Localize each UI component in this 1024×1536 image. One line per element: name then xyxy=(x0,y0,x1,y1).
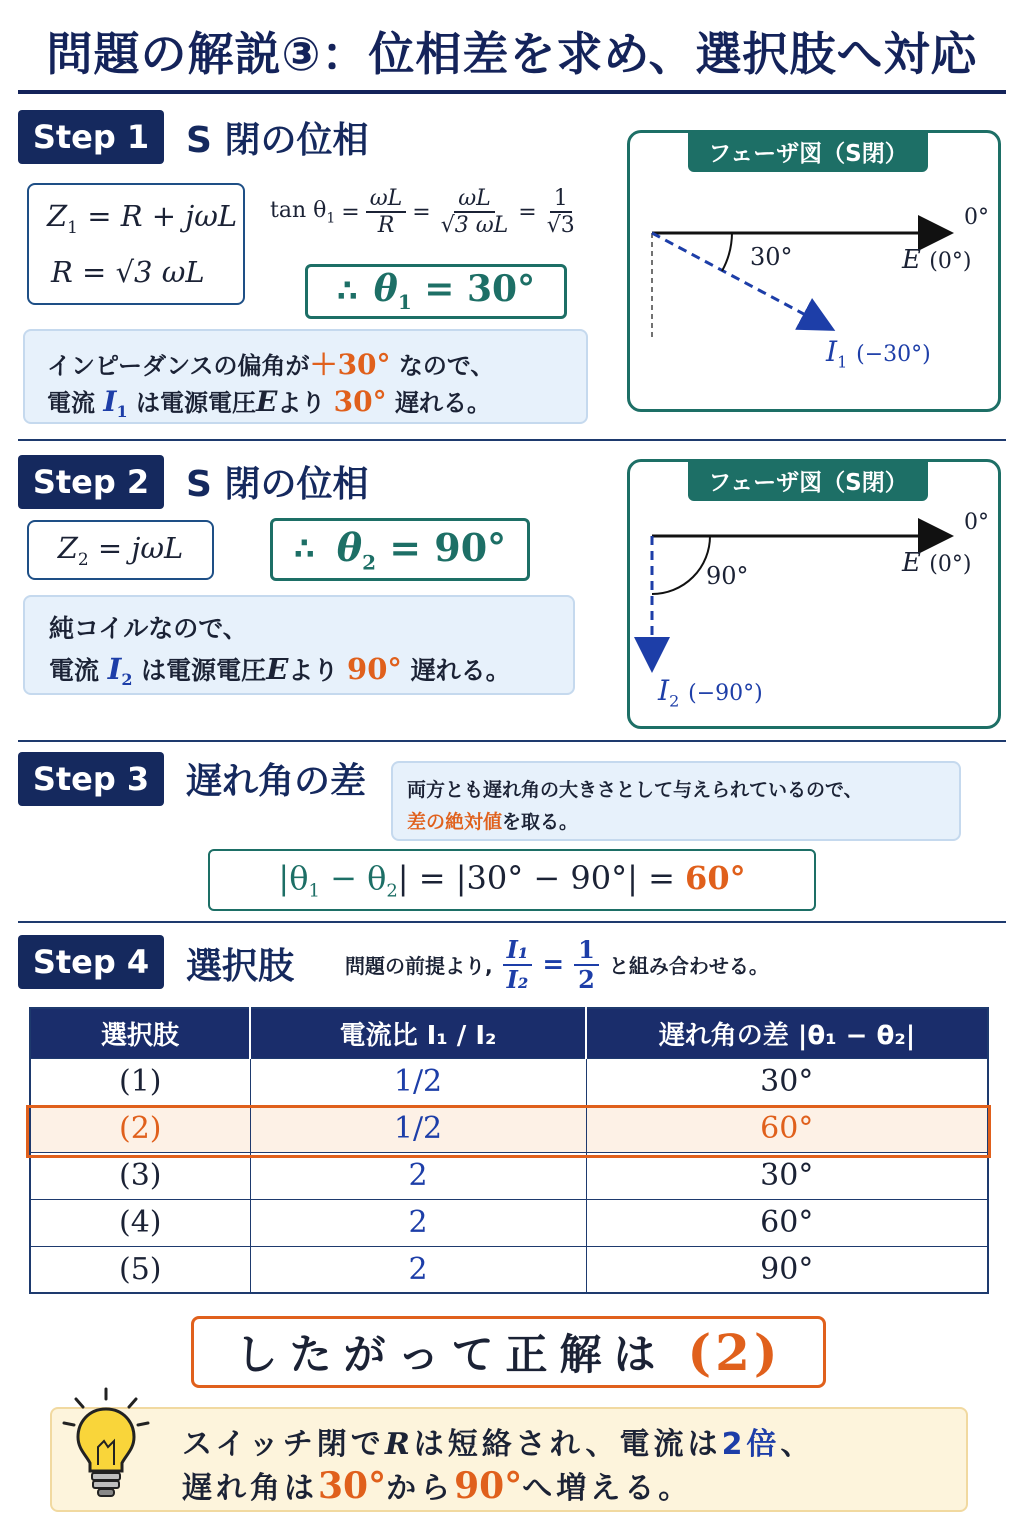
step1-heading: S 閉の位相 xyxy=(186,120,369,161)
separator xyxy=(18,439,1006,441)
choices-table xyxy=(29,1007,989,1294)
step2-note-line1: 純コイルなので、 xyxy=(49,614,248,643)
separator xyxy=(18,740,1006,742)
lightbulb-icon xyxy=(60,1387,156,1507)
zero-label: 0° xyxy=(964,205,989,230)
phasor-diagram-2 xyxy=(627,459,1001,729)
step3-note-line2: 差の絶対値を取る。 xyxy=(407,811,579,833)
phasor2-tag: フェーザ図（S閉） xyxy=(688,459,928,501)
col-header-ratio: 電流比 I₁ / I₂ xyxy=(250,1008,586,1058)
z1-equation: $Z_1 = R + j\omega L$ xyxy=(47,199,238,238)
step1-note xyxy=(23,329,588,424)
table-row: (3) 2 30° xyxy=(30,1152,988,1199)
title-rule xyxy=(18,90,1006,94)
step3-note-line1: 両方とも遅れ角の大きさとして与えられているので、 xyxy=(407,779,863,801)
tip-line2: 遅れ角は30°から90°へ増える。 xyxy=(182,1465,693,1507)
e-label: E (0°) xyxy=(902,245,972,275)
theta2-result: ∴ $\theta_2 = 90^\circ$ xyxy=(270,518,530,581)
angle-arc xyxy=(722,233,732,271)
step3-heading: 遅れ角の差 xyxy=(186,761,367,802)
answer-text: したがって正解は xyxy=(235,1330,668,1379)
step3-note xyxy=(391,761,961,841)
angle-arc xyxy=(652,536,710,594)
tip-line1: スイッチ閉でRは短絡され、電流は2倍、 xyxy=(182,1427,815,1462)
tan-equation: $\tan \theta_1$ = $\frac{\omega L}{R}$ = $\frac{\omega L}{√3 \omega L}$ = $\frac{1}{√3}$ xyxy=(270,186,575,239)
separator xyxy=(18,921,1006,923)
i1-label: $I_1$ (−30°) xyxy=(826,335,931,372)
col-header-diff: 遅れ角の差 |θ₁ − θ₂| xyxy=(586,1008,988,1058)
step3-badge: Step 3 xyxy=(18,752,164,806)
difference-equation: $|\theta_1 - \theta_2| = |30^\circ - 90^\circ| = 60^\circ$ xyxy=(208,849,816,911)
table-row: (1) 1/2 30° xyxy=(30,1058,988,1105)
step4-heading: 選択肢 xyxy=(186,946,295,987)
angle-label: 30° xyxy=(750,243,793,271)
table-row: (4) 2 60° xyxy=(30,1199,988,1246)
answer-box xyxy=(191,1316,826,1388)
col-header-choice: 選択肢 xyxy=(30,1008,250,1058)
step1-impedance-box xyxy=(27,183,245,305)
phasor1-tag: フェーザ図（S閉） xyxy=(688,130,928,172)
answer-value: (2) xyxy=(687,1322,782,1382)
step2-heading: S 閉の位相 xyxy=(186,464,369,505)
step2-note-line2: 電流 $I_2$ は電源電圧Eより 90° 遅れる。 xyxy=(49,652,511,689)
step2-note xyxy=(23,595,575,695)
page-title: 問題の解説③：位相差を求め、選択肢へ対応 xyxy=(46,27,978,81)
theta1-result: ∴ $\theta_1 = 30^\circ$ xyxy=(305,264,567,319)
angle-label: 90° xyxy=(706,562,749,590)
step1-note-line2: 電流 $I_1$ は電源電圧Eより 30° 遅れる。 xyxy=(47,385,491,421)
phasor-diagram-1 xyxy=(627,130,1001,412)
i2-label: $I_2$ (−90°) xyxy=(658,674,763,711)
r-equation: R = √3 ωL xyxy=(51,255,205,289)
e-label: E (0°) xyxy=(902,548,972,578)
table-row: (5) 2 90° xyxy=(30,1246,988,1293)
i1-vector xyxy=(652,233,830,328)
z2-box: $Z_2 = j\omega L$ xyxy=(27,520,214,580)
tip-box xyxy=(50,1407,968,1512)
step4-premise: 問題の前提より, $\frac{\text{I₁}}{\text{I₂}}$ = $\frac{1}{2}$ と組み合わせる。 xyxy=(345,935,769,994)
step1-note-line1: インピーダンスの偏角が＋30° なので、 xyxy=(47,348,495,381)
step4-badge: Step 4 xyxy=(18,935,164,989)
zero-label: 0° xyxy=(964,510,989,535)
table-row-highlighted: (2) 1/2 60° xyxy=(30,1105,988,1152)
step2-badge: Step 2 xyxy=(18,455,164,509)
step1-badge: Step 1 xyxy=(18,110,164,164)
